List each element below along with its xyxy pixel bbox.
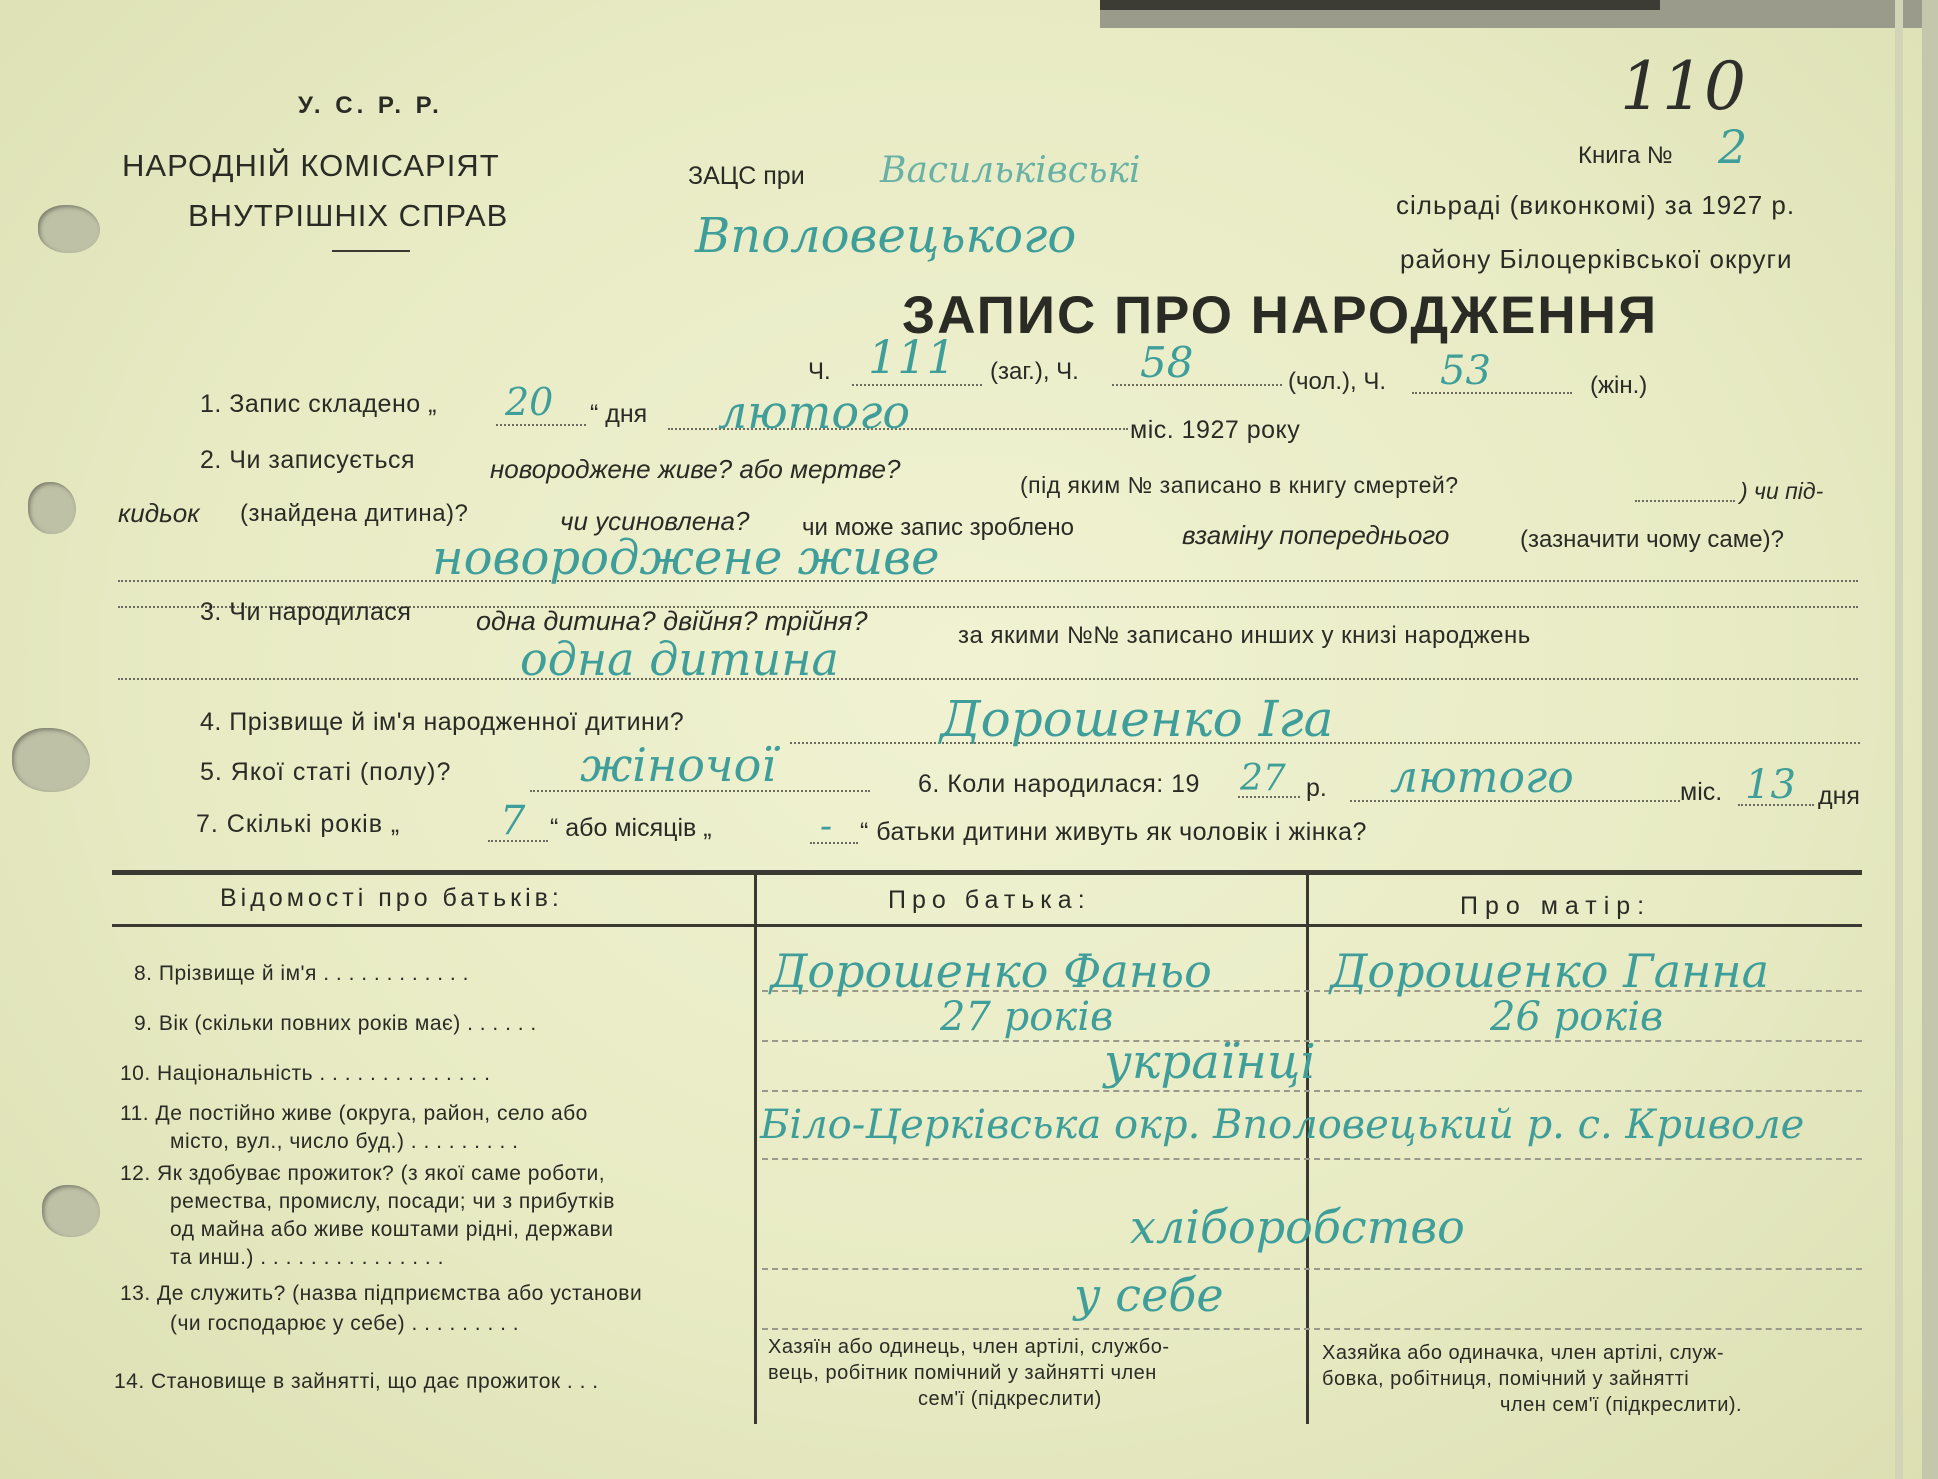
q7-label: 7. Скількі років „: [196, 810, 401, 838]
q3-number: 3. Чи народилася: [200, 598, 412, 626]
q1-label: 1. Запис складено „: [200, 390, 437, 418]
q2-foundling: кидьок: [118, 498, 200, 528]
female-number: 53: [1440, 348, 1491, 394]
q2-replacement: взаміну попереднього: [1182, 520, 1450, 550]
male-label: (чол.), Ч.: [1288, 368, 1386, 395]
q6-label: 6. Коли народилася: 19: [918, 770, 1200, 798]
q6-dnya: дня: [1818, 782, 1860, 810]
female-number-line: [1412, 392, 1572, 394]
book-label: Книга №: [1578, 142, 1673, 169]
row-11-label-2: місто, вул., число буд.) . . . . . . . . .: [170, 1130, 519, 1153]
service: у себе: [1074, 1268, 1224, 1322]
q3-twins: одна дитина? двійня? трійня?: [476, 606, 868, 636]
occupation: хліборобство: [1130, 1200, 1465, 1254]
row-13-label-2: (чи господарює у себе) . . . . . . . . .: [170, 1312, 520, 1335]
commissariat-line2: ВНУТРІШНІХ СПРАВ: [188, 198, 509, 233]
q2-end1: ) чи під-: [1740, 478, 1824, 504]
row-11-line: [762, 1158, 1862, 1160]
q2-instead: чи може запис зроблено: [802, 514, 1074, 541]
col-header-info: Відомості про батьків:: [220, 884, 563, 912]
row-11-label: 11. Де постійно живе (округа, район, село або: [120, 1102, 588, 1125]
q1-day-line: [496, 424, 586, 426]
male-number: 58: [1140, 338, 1194, 387]
page-right-fold: [1895, 0, 1903, 1479]
document-title: ЗАПИС ПРО НАРОДЖЕННЯ: [902, 286, 1659, 345]
male-number-line: [1112, 384, 1282, 386]
q1-day: 20: [505, 380, 554, 424]
q4-label: 4. Прізвище й ім'я народженної дитини?: [200, 708, 685, 736]
q2-adopted: чи усиновлена?: [560, 506, 750, 536]
row-13-label: 13. Де служить? (назва підприємства або установи: [120, 1282, 643, 1305]
q7-mid: “ або місяців „: [550, 814, 712, 842]
commissariat-line1: НАРОДНІЙ КОМІСАРІЯТ: [122, 148, 500, 183]
mother-status-line2: бовка, робітниця, помічний у зайнятті: [1322, 1368, 1690, 1390]
ch-label: Ч.: [808, 358, 831, 385]
ussr-label: У. С. Р. Р.: [298, 92, 443, 119]
q3-answer: одна дитина: [520, 632, 839, 686]
row-12-label-4: та инш.) . . . . . . . . . . . . . . .: [170, 1246, 444, 1269]
page-top-strip: [1100, 0, 1660, 10]
q6-day: 13: [1745, 762, 1796, 808]
page-number: 110: [1620, 48, 1746, 125]
row-8-label: 8. Прізвище й ім'я . . . . . . . . . . . .: [134, 962, 469, 985]
residence: Біло-Церківська окр. Вполовецький р. с. Криволе: [760, 1102, 1805, 1148]
father-status-line2: вець, робітник помічний у зайнятті член: [768, 1362, 1157, 1384]
q7-years: 7: [500, 798, 526, 844]
q4-answer: Дорошенко Іга: [940, 690, 1334, 748]
row-12-label-3: од майна або живе коштами рідні, держави: [170, 1218, 614, 1241]
nationality: українці: [1104, 1034, 1316, 1090]
book-number: 2: [1718, 120, 1748, 174]
q7-months: -: [820, 806, 833, 847]
row-12-line: [762, 1268, 1862, 1270]
punch-hole: [28, 482, 76, 534]
q2-death-book-line: [1635, 500, 1735, 502]
table-divider-left: [754, 872, 757, 1424]
q6-month: лютого: [1390, 752, 1574, 803]
zats-value-1: Васильківські: [880, 150, 1141, 191]
table-top-border: [112, 870, 1862, 875]
q2-answer-line: [118, 580, 1858, 582]
mother-status-line3: член сем'ї (підкреслити).: [1500, 1394, 1743, 1416]
mother-status-line1: Хазяйка або одиначка, член артілі, служ-: [1322, 1342, 1725, 1364]
q2-number: 2. Чи записується: [200, 446, 416, 474]
zats-value-2: Вполовецького: [695, 208, 1077, 264]
father-name: Дорошенко Фаньо: [770, 944, 1212, 998]
row-10-line: [762, 1090, 1862, 1092]
father-status-line1: Хазяїн або одинець, член артілі, службо-: [768, 1336, 1170, 1358]
q5-answer: жіночої: [580, 738, 777, 792]
punch-hole: [38, 205, 100, 253]
table-divider-right: [1306, 872, 1309, 1424]
q7-months-line: [810, 842, 858, 844]
general-label: (заг.), Ч.: [990, 358, 1079, 385]
q6-year: 27: [1240, 758, 1286, 799]
q2-found-child: (знайдена дитина)?: [240, 500, 469, 527]
district-label: району Білоцерківської округи: [1400, 244, 1793, 274]
row-12-label: 12. Як здобуває прожиток? (з якої саме роботи,: [120, 1162, 606, 1185]
village-council-label: сільраді (виконкомі) за 1927 р.: [1396, 190, 1796, 220]
row-12-label-2: ремества, промислу, посади; чи з прибутків: [170, 1190, 615, 1213]
q1-end: міс. 1927 року: [1130, 416, 1301, 444]
general-number: 111: [868, 330, 956, 384]
punch-hole: [42, 1185, 100, 1237]
father-status-line3: сем'ї (підкреслити): [918, 1388, 1102, 1410]
mother-age: 26 років: [1490, 994, 1664, 1040]
row-14-label: 14. Становище в зайнятті, що дає прожиток . . .: [114, 1370, 599, 1393]
q3-rest: за якими №№ записано инших у книзі народжень: [958, 622, 1531, 649]
col-header-father: Про батька:: [888, 886, 1091, 914]
q6-mis: міс.: [1680, 778, 1723, 806]
q2-why: (зазначити чому саме)?: [1520, 526, 1784, 553]
q3-answer-line: [118, 678, 1858, 680]
table-header-border: [112, 924, 1862, 927]
q1-month: лютого: [718, 385, 911, 439]
q6-r: р.: [1306, 774, 1327, 802]
row-13-line: [762, 1328, 1862, 1330]
mother-name: Дорошенко Ганна: [1330, 944, 1770, 998]
punch-hole: [12, 728, 90, 792]
q2-alive-or-dead: новороджене живе? або мертве?: [490, 454, 901, 484]
header-divider: [332, 250, 410, 252]
row-10-label: 10. Національність . . . . . . . . . . . . . .: [120, 1062, 491, 1085]
female-label: (жін.): [1590, 372, 1648, 399]
q7-end: “ батьки дитини живуть як чоловік і жінка?: [860, 818, 1367, 846]
q1-mid: “ дня: [590, 400, 648, 428]
father-age: 27 років: [940, 994, 1114, 1040]
zats-label: ЗАЦС при: [688, 162, 805, 190]
q2-death-book: (під яким № записано в книгу смертей?: [1020, 472, 1459, 498]
q2-answer: новороджене живе: [432, 530, 940, 586]
page-right-edge: [1922, 0, 1938, 1479]
row-9-label: 9. Вік (скільки повних років має) . . . . . .: [134, 1012, 537, 1035]
q5-label: 5. Якої статі (полу)?: [200, 758, 452, 786]
col-header-mother: Про матір:: [1460, 892, 1652, 920]
